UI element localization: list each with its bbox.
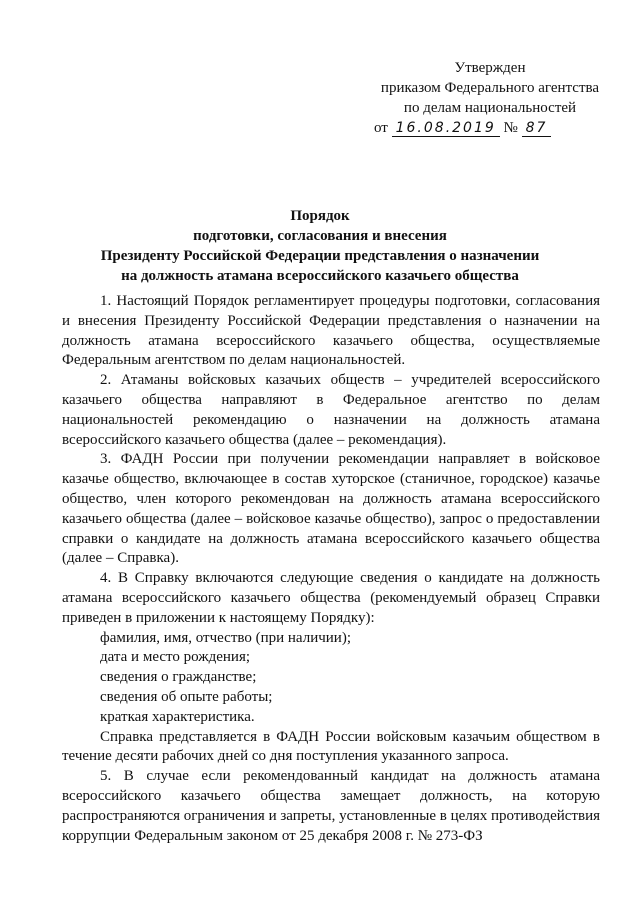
title-line-4: на должность атамана всероссийского казачьего общества — [121, 268, 519, 284]
paragraph-5: 5. В случае если рекомендованный кандидат на должность атамана всероссийского казачьего общества замещает должность, на которую распространяются ограничения и запреты, установленные в целях противодействия коррупции Федеральным законом от 25 декабря 2008 г. № 273-ФЗ — [62, 768, 600, 844]
approval-line-3: по делам национальностей — [403, 100, 577, 116]
list-item: дата и место рождения; — [100, 649, 251, 666]
number-label: № — [503, 120, 518, 136]
document-title — [40, 206, 600, 286]
title-line-2: подготовки, согласования и внесения — [193, 228, 447, 244]
paragraph-2: 2. Атаманы войсковых казачьих обществ – учредителей всероссийского казачьего общества направляют в Федеральное агентство по делам национальностей рекомендацию о назначении на должность атамана всероссийского казачьего общества (далее – рекомендация). — [62, 372, 600, 448]
list-item: краткая характеристика. — [100, 708, 255, 725]
paragraph-4: 4. В Справку включаются следующие сведения о кандидате на должность атамана всероссийского казачьего общества (рекомендуемый образец Справки приведен в приложении к настоящему Порядку): — [62, 570, 600, 626]
list-item: сведения о гражданстве; — [100, 669, 257, 686]
approval-line-1: Утвержден — [454, 60, 526, 76]
approval-line-2: приказом Федерального агентства — [380, 80, 600, 96]
title-line-1: Порядок — [290, 208, 350, 224]
list-item: фамилия, имя, отчество (при наличии); — [100, 629, 351, 646]
paragraph-1: 1. Настоящий Порядок регламентирует процедуры подготовки, согласования и внесения Президенту Российской Федерации представления о назначении на должность атамана всероссийского казачьего общества, осуществляемые Федеральным агентством по делам национальностей. — [62, 293, 600, 369]
from-label: от — [374, 120, 388, 136]
approval-date-line — [370, 118, 610, 138]
title-line-3: Президенту Российской Федерации представления о назначении — [100, 248, 540, 264]
approval-block — [370, 58, 610, 138]
handwritten-date: 16.08.2019 — [392, 120, 500, 137]
document-body — [62, 292, 600, 846]
list-item: сведения об опыте работы; — [100, 688, 273, 705]
paragraph-4-continuation: Справка представляется в ФАДН России войсковым казачьим обществом в течение десяти рабочих дней со дня поступления указанного запроса. — [62, 728, 600, 765]
handwritten-number: 87 — [522, 120, 552, 137]
paragraph-3: 3. ФАДН России при получении рекомендации направляет в войсковое казачье общество, включающее в состав хуторское (станичное, городское) казачье общество, член которого рекомендован на должность атамана всероссийского казачьего общества (далее – войсковое казачье общество), запрос о предоставлении справки о кандидате на должность атамана всероссийского казачьего общества (далее – Справка). — [62, 451, 600, 567]
